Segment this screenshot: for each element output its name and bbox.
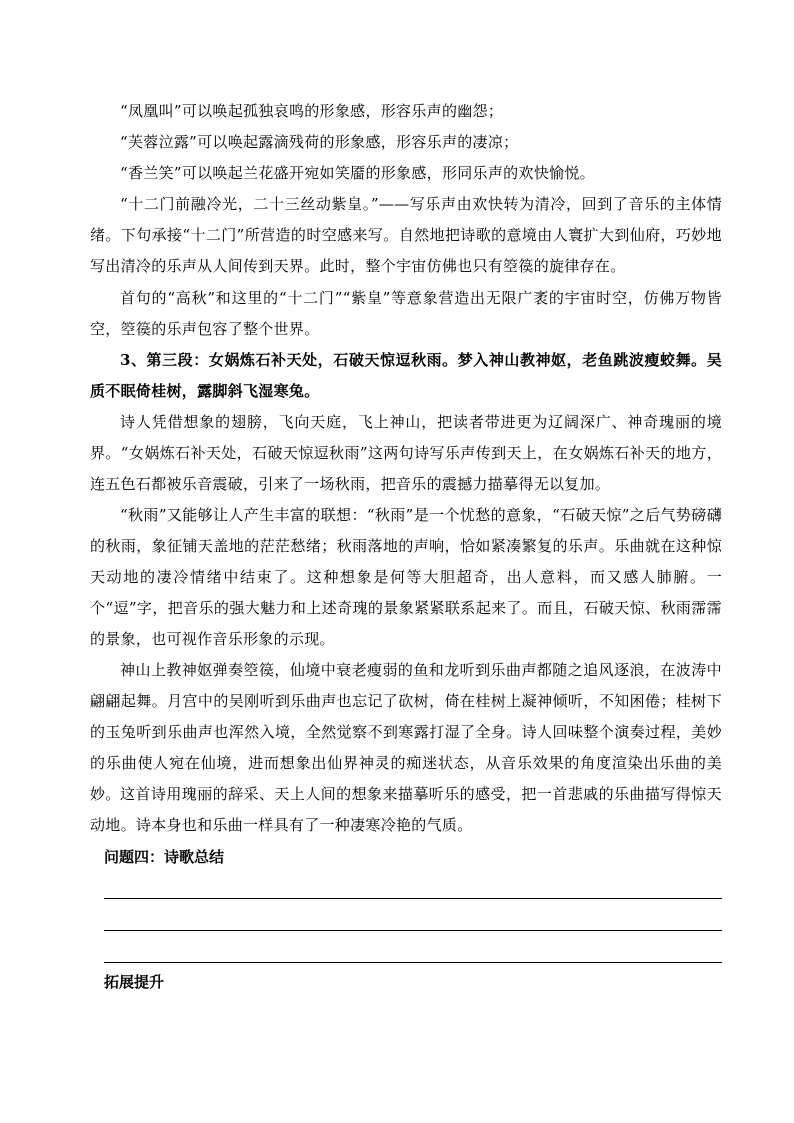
paragraph-imagination: 诗人凭借想象的翅膀，飞向天庭，飞上神山，把读者带进更为辽阔深广、神奇瑰丽的境界。“女娲炼石补天处，石破天惊逗秋雨”这两句诗写乐声传到天上，在女娲炼石补天的地方，连五色石都被乐音震破，引来了一场秋雨，把音乐的震撼力描摹得无以复加。 [90, 413, 722, 493]
section-three-heading: 3、第三段：女娲炼石补天处，石破天惊逗秋雨。梦入神山教神妪，老鱼跳波瘦蛟舞。吴质不眠倚桂树，露脚斜飞湿寒兔。 [90, 351, 722, 400]
answer-line[interactable] [104, 962, 722, 963]
answer-line[interactable] [104, 930, 722, 931]
paragraph-fairyland: 神山上教神妪弹奏箜篌，仙境中衰老瘦弱的鱼和龙听到乐曲声都随之追风逐浪，在波涛中翩翩起舞。月宫中的吴刚听到乐曲声也忘记了砍树，倚在桂树上凝神倾听，不知困倦；桂树下的玉兔听到乐曲声也浑然入境，全然觉察不到寒露打湿了全身。诗人回味整个演奏过程，美妙的乐曲使人宛在仙境，进而想象出仙界神灵的痴迷状态，从音乐效果的角度渲染出乐曲的美妙。 [90, 661, 722, 803]
paragraph-phoenix: “凤凰叫”可以唤起孤独哀鸣的形象感，形容乐声的幽怨； [120, 102, 504, 120]
extension-heading: 拓展提升 [104, 973, 165, 991]
paragraph-autumn-rain: “秋雨”又能够让人产生丰富的联想：“秋雨”是一个忧愁的意象，“石破天惊”之后气势磅礴的秋雨，象征铺天盖地的茫茫愁绪；秋雨落地的声响，恰如紧凑繁复的乐声。乐曲就在这种惊天动地的凄冷情绪中结束了。这种想象是何等大胆超奇，出人意料，而又感人肺腑。一个“逗”字，把音乐的强大魅力和上述奇瑰的景象紧紧联系起来了。而且，石破天惊、秋雨霈霈的景象，也可视作音乐形象的示现。 [90, 506, 722, 648]
paragraph-autumn-space: 首句的“高秋”和这里的“十二门”“紫皇”等意象营造出无限广袤的宇宙时空，仿佛万物皆空，箜篌的乐声包容了整个世界。 [90, 289, 722, 338]
question-four-heading: 问题四：诗歌总结 [104, 848, 225, 866]
paragraph-summary: 这首诗用瑰丽的辞采、天上人间的想象来描摹听乐的感受，把一首悲戚的乐曲描写得惊天动地。诗本身也和乐曲一样具有了一种凄寒冷艳的气质。 [90, 785, 722, 834]
paragraph-twelve-gates: “十二门前融冷光，二十三丝动紫皇。”——写乐声由欢快转为清冷，回到了音乐的主体情绪。下句承接“十二门”所营造的时空感来写。自然地把诗歌的意境由人寰扩大到仙府，巧妙地写出清冷的乐声从人间传到天界。此时，整个宇宙仿佛也只有箜篌的旋律存在。 [90, 195, 722, 275]
paragraph-lotus: “芙蓉泣露”可以唤起露滴残荷的形象感，形容乐声的凄凉； [120, 133, 519, 151]
answer-line[interactable] [104, 898, 722, 899]
paragraph-orchid: “香兰笑”可以唤起兰花盛开宛如笑靥的形象感，形同乐声的欢快愉悦。 [120, 164, 595, 182]
